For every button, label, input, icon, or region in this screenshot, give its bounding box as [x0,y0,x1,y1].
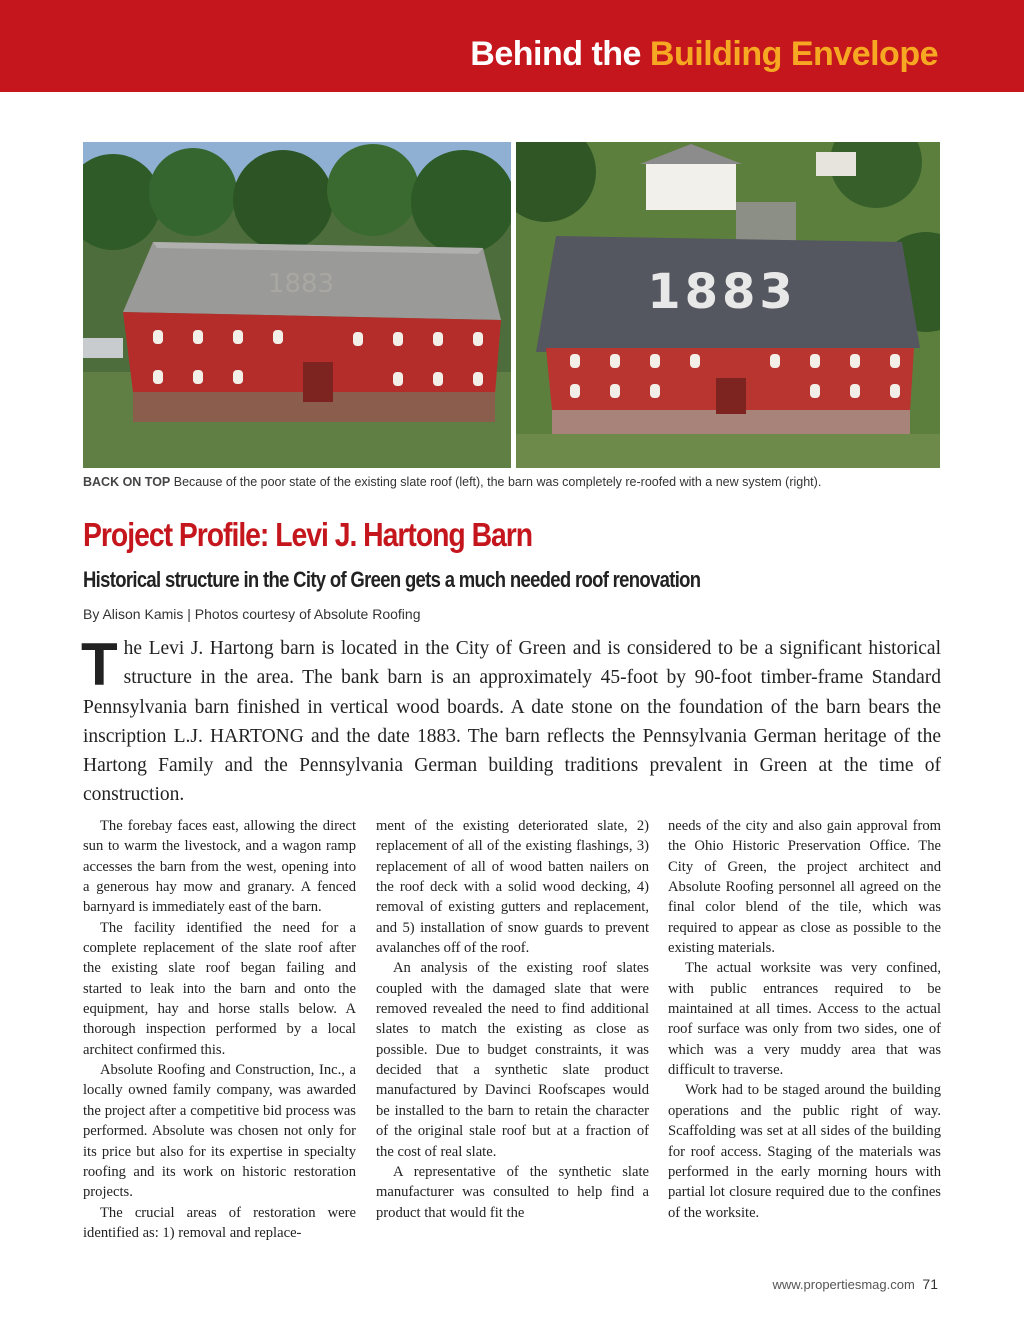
lead-paragraph [81,631,941,810]
section-title-part1: Behind the [470,35,641,73]
section-title [470,34,938,74]
article-title: Project Profile: Levi J. Hartong Barn [83,516,533,553]
caption-kicker: BACK ON TOP [83,475,171,489]
page-number: 71 [922,1276,938,1292]
lead-text: he Levi J. Hartong barn is located in the City of Green and is considered to be a significant historical structure in the area. The bank barn is an approximately 45-foot by 90-foot timber-frame Standard Pennsylvania barn finished in vertical wood boards. A date stone on the foundation of the barn bears the inscription L.J. HARTONG and the date 1883. The barn reflects the Pennsylvania German heritage of the Hartong Family and the Pennsylvania German building traditions prevalent in Green at the time of construction. [83,638,941,806]
photo-barn-after [516,142,940,468]
drop-cap: T [81,631,118,698]
body-column-3 [668,816,941,1223]
footer-url: www.propertiesmag.com [772,1277,915,1292]
article-byline: By Alison Kamis | Photos courtesy of Absolute Roofing [83,606,421,622]
photo-barn-before [83,142,511,468]
photo-caption [83,475,943,489]
paragraph: needs of the city and also gain approval from the Ohio Historic Preservation Office. The City of Green, the project architect and Absolute Roofing personnel all agreed on the final color blend of the tile, which was required to appear as close as possible to the existing materials. [668,818,941,957]
paragraph: ment of the existing deteriorated slate, 2) replacement of all of the existing flashings, 3) replacement of all of wood batten nailers on the roof deck with a solid wood decking, 4) removal of existing gutters and replacement, and 5) installation of snow guards to prevent avalanches off of the roof. [376,818,649,957]
paragraph: The facility identified the need for a complete replacement of the slate roof after the existing slate roof began failing and started to leak into the barn and onto the equipment, hay and horse stalls below. A thorough inspection performed by a local architect confirmed this. [83,919,356,1058]
header-banner [0,0,1024,92]
svg-text:1883: 1883 [267,269,335,299]
paragraph: An analysis of the existing roof slates coupled with the damaged slate that were removed revealed the need to find additional slates to match the existing as close as possible. Due to budget constraints, it was decided that a synthetic slate product manufactured by Davinci Roofscapes would be installed to the barn to retain the character of the original stale roof but at a fraction of the cost of real slate. [376,960,649,1160]
paragraph: The forebay faces east, allowing the direct sun to warm the livestock, and a wagon ramp accesses the barn from the west, opening into a generous hay mow and granary. A fenced barnyard is immediately east of the barn. [83,818,356,916]
paragraph: Absolute Roofing and Construction, Inc., a locally owned family company, was awarded the project after a competitive bid process was performed. Absolute was chosen not only for its price but also for its expertise in specialty roofing and its work on historic restoration projects. [83,1062,356,1201]
article-subtitle: Historical structure in the City of Green gets a much needed roof renovation [83,567,701,592]
body-column-2 [376,816,649,1223]
body-column-1 [83,816,356,1243]
section-title-part2: Building Envelope [649,35,938,73]
paragraph: A representative of the synthetic slate manufacturer was consulted to help find a product that would fit the [376,1163,649,1221]
caption-text: Because of the poor state of the existing slate roof (left), the barn was completely re-roofed with a new system (right). [173,475,822,489]
paragraph: The crucial areas of restoration were identified as: 1) removal and replace- [83,1204,356,1241]
paragraph: Work had to be staged around the building operations and the public right of way. Scaffolding was set at all sides of the building for roof access. Staging of the materials was performed in the early morning hours with partial lot closure required due to the confines of the worksite. [668,1082,941,1221]
paragraph: The actual worksite was very confined, with public entrances required to be maintained at all times. Access to the actual roof surface was only from two sides, one of which was a very muddy area that was difficult to traverse. [668,960,941,1079]
page-footer [772,1276,938,1292]
roof-date-text: 1883 [647,264,797,320]
